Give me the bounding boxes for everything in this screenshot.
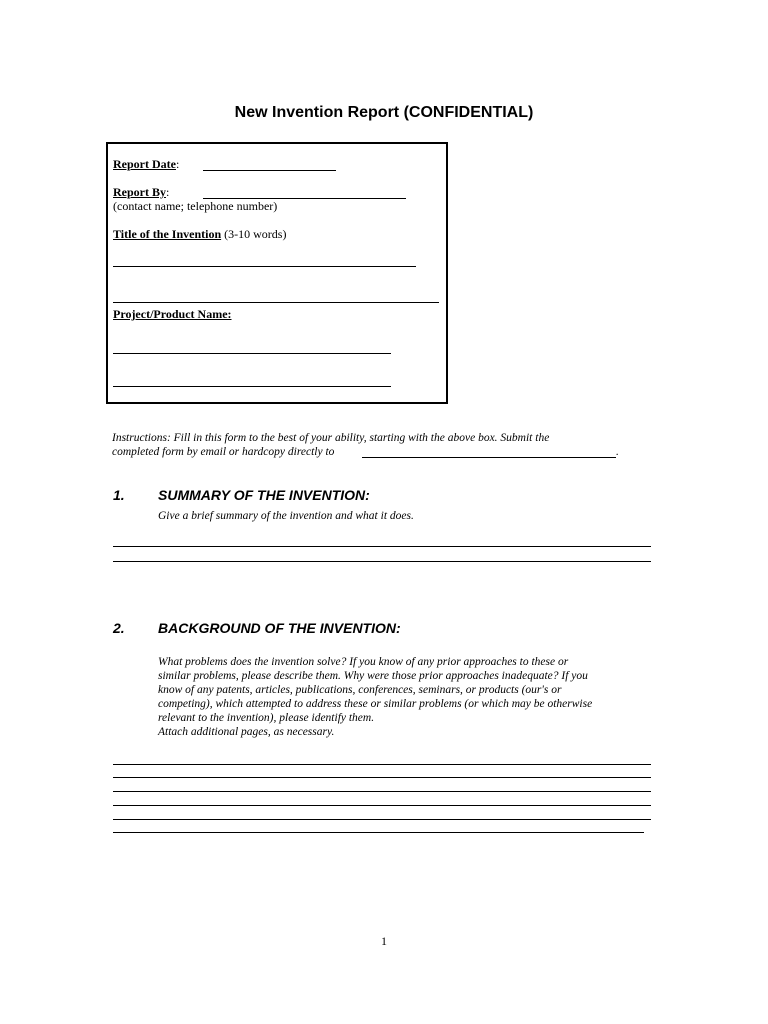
project-field-line-1[interactable] <box>113 353 391 354</box>
project-product-name-label: Project/Product Name: <box>113 307 232 321</box>
report-date-row <box>113 157 179 172</box>
instructions-line-2-suffix: . <box>616 446 619 458</box>
section-2-answer-line-6[interactable] <box>113 832 644 833</box>
section-2-number: 2. <box>113 620 125 636</box>
section-2-answer-line-3[interactable] <box>113 791 651 792</box>
title-field-line-2[interactable] <box>113 302 439 303</box>
section-2-description-line: What problems does the invention solve? If you know of any prior approaches to these or <box>158 656 569 668</box>
section-2-description-line: know of any patents, articles, publications, conferences, seminars, or products (our's or <box>158 684 562 696</box>
title-of-invention-label: Title of the Invention <box>113 227 222 241</box>
submit-to-field[interactable] <box>362 457 616 458</box>
section-1-number: 1. <box>113 487 125 503</box>
report-by-label: Report By <box>113 185 166 199</box>
report-date-label: Report Date <box>113 157 176 171</box>
section-2-description-line: Attach additional pages, as necessary. <box>158 726 335 738</box>
section-2-answer-line-1[interactable] <box>113 764 651 765</box>
instructions-line-1: Instructions: Fill in this form to the best of your ability, starting with the above box. Submit the <box>112 432 550 444</box>
document-title: New Invention Report (CONFIDENTIAL) <box>234 104 534 121</box>
section-1-description: Give a brief summary of the invention and what it does. <box>158 510 414 522</box>
title-of-invention-row <box>113 227 286 242</box>
section-2-answer-line-5[interactable] <box>113 819 651 820</box>
section-2-title: BACKGROUND OF THE INVENTION: <box>158 620 401 636</box>
title-of-invention-hint: (3-10 words) <box>221 227 287 241</box>
section-2-answer-line-2[interactable] <box>113 777 651 778</box>
title-field-line-1[interactable] <box>113 266 416 267</box>
section-2-description-line: competing), which attempted to address these or similar problems (or which may be otherwise <box>158 698 593 710</box>
section-2-description <box>158 655 592 739</box>
section-1-title: SUMMARY OF THE INVENTION: <box>158 487 370 503</box>
section-2-description-line: similar problems, please describe them. Why were those prior approaches inadequate? If you <box>158 670 588 682</box>
report-by-row <box>113 185 169 200</box>
instructions-line-2-prefix: completed form by email or hardcopy directly to <box>112 446 335 458</box>
section-2-answer-line-4[interactable] <box>113 805 651 806</box>
page-number: 1 <box>381 934 387 948</box>
report-info-box <box>106 142 448 404</box>
section-2-description-line: relevant to the invention), please identify them. <box>158 712 375 724</box>
section-1-answer-line-2[interactable] <box>113 561 651 562</box>
report-by-hint: (contact name; telephone number) <box>113 199 278 213</box>
section-1-answer-line-1[interactable] <box>113 546 651 547</box>
report-date-colon: : <box>175 157 180 171</box>
report-date-field[interactable] <box>203 170 336 171</box>
project-field-line-2[interactable] <box>113 386 391 387</box>
report-by-colon: : <box>166 185 170 199</box>
